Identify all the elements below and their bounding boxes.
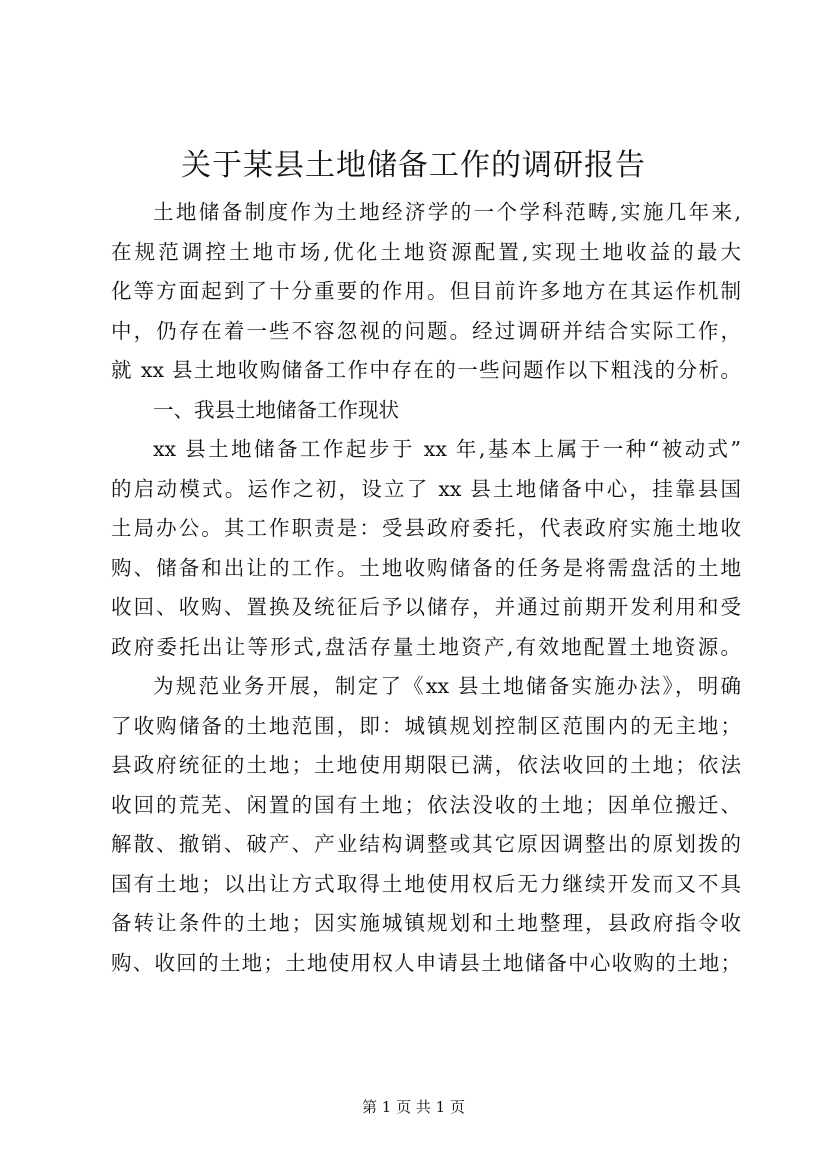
text-line: 解散、撤销、破产、产业结构调整或其它原因调整出的原划拨的 <box>111 832 741 856</box>
text-line: 国有土地；以出让方式取得土地使用权后无力继续开发而又不具 <box>111 871 741 896</box>
text-line: 收回的荒芜、闲置的国有土地；依法没收的土地；因单位搬迁、 <box>111 792 741 817</box>
section-heading: 一、我县土地储备工作现状 <box>153 397 399 422</box>
text-line: 备转让条件的土地；因实施城镇规划和土地整理，县政府指令收 <box>111 911 741 935</box>
text-line: 化等方面起到了十分重要的作用。但目前许多地方在其运作机制 <box>111 279 741 303</box>
text-line: 中，仍存在着一些不容忽视的问题。经过调研并结合实际工作， <box>111 318 741 343</box>
text-line: 的启动模式。运作之初，设立了 xx 县土地储备中心，挂靠县国 <box>111 476 741 501</box>
document-title: 关于某县土地储备工作的调研报告 <box>181 148 646 183</box>
page-footer: 第 1 页 共 1 页 <box>362 1098 465 1116</box>
text-line: 购、收回的土地；土地使用权人申请县土地储备中心收购的土地； <box>111 950 741 975</box>
text-line: 购、储备和出让的工作。土地收购储备的任务是将需盘活的土地 <box>111 555 741 580</box>
text-line: 就 xx 县土地收购储备工作中存在的一些问题作以下粗浅的分析。 <box>111 358 741 382</box>
text-line: 收回、收购、置换及统征后予以储存，并通过前期开发利用和受 <box>111 595 741 619</box>
text-line: 土地储备制度作为土地经济学的一个学科范畴,实施几年来, <box>153 200 741 224</box>
text-line: 县政府统征的土地；土地使用期限已满，依法收回的土地；依法 <box>111 753 741 777</box>
text-line: xx 县土地储备工作起步于 xx 年,基本上属于一种“被动式” <box>153 437 741 461</box>
text-line: 了收购储备的土地范围，即：城镇规划控制区范围内的无主地； <box>111 713 741 738</box>
text-line: 为规范业务开展，制定了《xx 县土地储备实施办法》，明确 <box>153 674 741 698</box>
text-line: 政府委托出让等形式,盘活存量土地资产,有效地配置土地资源。 <box>111 634 741 659</box>
text-line: 在规范调控土地市场,优化土地资源配置,实现土地收益的最大 <box>111 239 741 264</box>
document-body <box>111 193 741 983</box>
text-line: 土局办公。其工作职责是：受县政府委托，代表政府实施土地收 <box>111 516 741 540</box>
